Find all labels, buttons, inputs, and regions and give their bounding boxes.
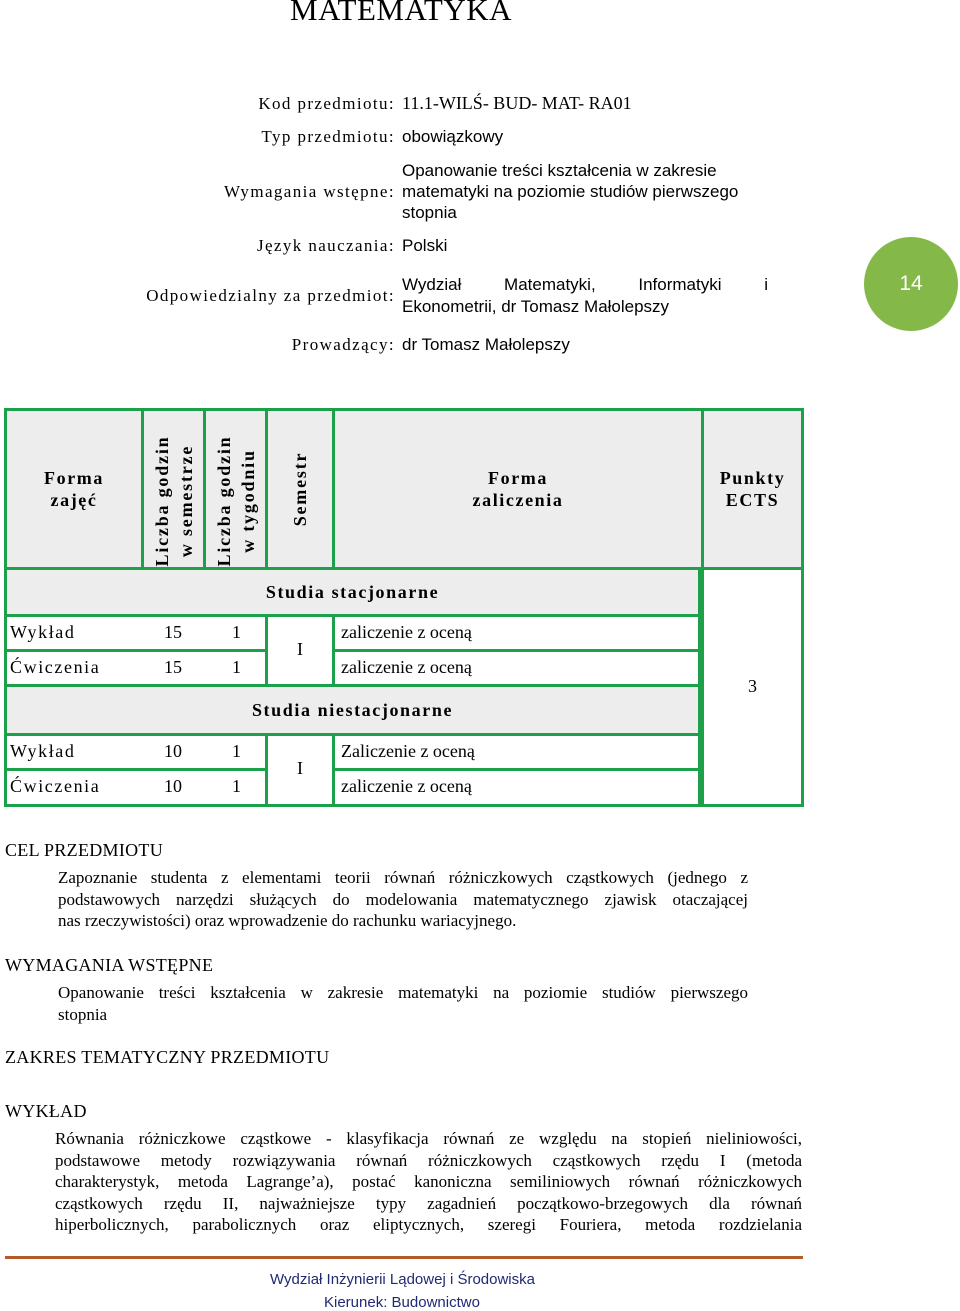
header-forma-zajec	[4, 408, 144, 570]
header-forma-line2: zajęć	[50, 490, 98, 510]
header-forma-zaliczenia	[332, 408, 704, 570]
prereq-value-line3: stopnia	[402, 203, 457, 222]
stac-row2-form: Ćwiczenia	[10, 657, 101, 677]
language-value: Polski	[402, 236, 448, 255]
type-value: obowiązkowy	[402, 127, 504, 146]
responsible-word-1: Wydział	[402, 275, 462, 294]
wyklad-line-1: Równania różniczkowe cząstkowe - klasyfikacja równań ze względu na stopień nieliniowości,	[55, 1129, 802, 1148]
niestac-semester-cell	[265, 733, 335, 807]
ects-value: 3	[748, 676, 757, 696]
stac-row1-form: Wykład	[10, 622, 76, 642]
wymagania-line-1: Opanowanie treści kształcenia w zakresie matematyki na poziomie studiów pierwszego	[58, 983, 748, 1002]
code-value: 11.1-WILŚ- BUD- MAT- RA01	[402, 93, 632, 113]
lecturer-label: Prowadzący:	[291, 335, 395, 354]
wyklad-paragraph	[55, 1128, 802, 1236]
stac-semester-value: I	[297, 639, 303, 659]
responsible-word-3: Informatyki	[638, 275, 722, 294]
section-heading-cel: CEL PRZEDMIOTU	[5, 840, 164, 860]
cel-paragraph	[58, 867, 748, 932]
wymagania-paragraph	[58, 982, 748, 1025]
section-stacjonarne	[4, 567, 701, 617]
header-ects-line1: Punkty	[719, 468, 786, 488]
type-label: Typ przedmiotu:	[261, 127, 395, 146]
header-hours-week	[203, 408, 268, 570]
niestac-row1-form: Wykład	[10, 741, 76, 761]
header-forma-line1: Forma	[44, 468, 104, 488]
responsible-value-line2: Ekonometrii, dr Tomasz Małolepszy	[402, 297, 670, 316]
header-hours-week-line2: w tygodniu	[238, 449, 258, 553]
prereq-label: Wymagania wstępne:	[224, 182, 395, 201]
wymagania-line-2: stopnia	[58, 1004, 108, 1024]
prereq-value-line1: Opanowanie treści kształcenia w zakresie	[402, 161, 717, 180]
niestac-row2-credit: zaliczenie z oceną	[341, 776, 472, 796]
wyklad-line-3: charakterystyk, metoda Lagrange’a), postać kanoniczna semiliniowych równań różniczkowych	[55, 1172, 802, 1192]
niestac-row1-hours: 10	[164, 741, 182, 761]
ects-cell	[701, 567, 804, 807]
section-niestacjonarne	[4, 684, 701, 736]
footer-faculty: Wydział Inżynierii Lądowej i Środowiska	[270, 1271, 535, 1288]
niestac-row2-form: Ćwiczenia	[10, 776, 101, 796]
header-ects-line2: ECTS	[725, 490, 780, 510]
stac-row2-hours: 15	[164, 657, 182, 677]
section-heading-wymagania: WYMAGANIA WSTĘPNE	[5, 955, 214, 975]
responsible-value-line1	[402, 275, 768, 295]
niestac-semester-value: I	[297, 758, 303, 778]
wyklad-line-4: cząstkowych rzędu II, najważniejsze typy zagadnień początkowo-brzegowych dla równań	[55, 1193, 802, 1213]
stac-row2-weekly: 1	[232, 657, 241, 677]
code-label: Kod przedmiotu:	[258, 94, 395, 113]
page-number-badge: 14	[864, 237, 958, 331]
header-fz-line1: Forma	[488, 468, 548, 488]
cel-line-3: nas rzeczywistości) oraz wprowadzenie do rachunku wariacyjnego.	[58, 911, 517, 931]
header-hours-week-line1: Liczba godzin	[214, 435, 234, 567]
stac-row1-credit: zaliczenie z oceną	[341, 622, 472, 642]
wyklad-line-5: hiperbolicznych, parabolicznych oraz eliptycznych, szeregi Fouriera, metoda rozdzielania	[55, 1215, 802, 1235]
footer-divider	[5, 1256, 803, 1259]
section-stacjonarne-title: Studia stacjonarne	[265, 582, 440, 602]
cel-line-1: Zapoznanie studenta z elementami teorii równań różniczkowych cząstkowych (jednego z	[58, 868, 748, 887]
page-title: MATEMATYKA	[290, 0, 512, 27]
niestac-row2-hours: 10	[164, 776, 182, 796]
stac-row2-credit: zaliczenie z oceną	[341, 657, 472, 677]
lecturer-value: dr Tomasz Małolepszy	[402, 335, 570, 354]
niestac-row2-weekly: 1	[232, 776, 241, 796]
header-ects	[701, 408, 804, 570]
section-heading-zakres: ZAKRES TEMATYCZNY PRZEDMIOTU	[5, 1047, 330, 1067]
wyklad-line-2: podstawowe metody rozwiązywania równań różniczkowych cząstkowych rzędu I (metoda	[55, 1150, 802, 1170]
responsible-label: Odpowiedzialny za przedmiot:	[146, 286, 395, 305]
language-label: Język nauczania:	[256, 236, 395, 255]
header-hours-semester-line2: w semestrze	[176, 444, 196, 558]
niestac-row1-credit: Zaliczenie z oceną	[341, 741, 475, 761]
header-hours-semester-line1: Liczba godzin	[152, 435, 172, 567]
header-fz-line2: zaliczenia	[472, 490, 564, 510]
section-niestacjonarne-title: Studia niestacjonarne	[251, 700, 454, 720]
prereq-value-line2: matematyki na poziomie studiów pierwszego	[402, 182, 739, 201]
header-semester-text: Semestr	[290, 451, 310, 527]
cel-line-2: podstawowych narzędzi służących do modelowania matematycznego zjawisk otaczającej	[58, 889, 748, 909]
stac-row1-weekly: 1	[232, 622, 241, 642]
niestac-row1-weekly: 1	[232, 741, 241, 761]
section-heading-wyklad: WYKŁAD	[5, 1101, 87, 1121]
responsible-word-4: i	[764, 275, 768, 294]
header-hours-semester	[141, 408, 206, 570]
footer-program: Kierunek: Budownictwo	[324, 1294, 480, 1311]
header-semester	[265, 408, 335, 570]
stac-semester-cell	[265, 614, 335, 687]
stac-row1-hours: 15	[164, 622, 182, 642]
responsible-word-2: Matematyki,	[504, 275, 596, 294]
